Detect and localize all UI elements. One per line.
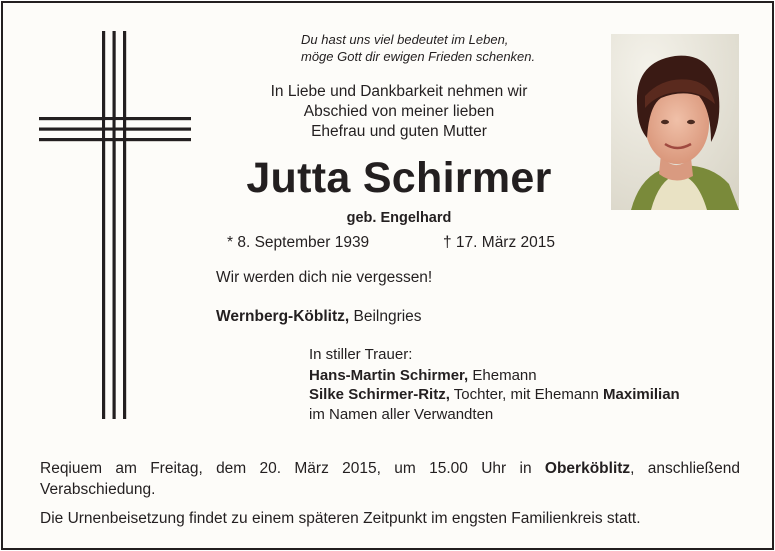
location-secondary: Beilngries [349, 308, 422, 325]
remembrance-line: Wir werden dich nie vergessen! [216, 269, 433, 286]
relatives-line: im Namen aller Verwandten [309, 405, 494, 423]
requiem-place: Oberköblitz [544, 460, 631, 477]
urn-burial-line: Die Urnenbeisetzung findet zu einem späteren Zeitpunkt im engsten Familienkreis statt. [40, 510, 641, 527]
mourner-row [309, 366, 680, 386]
intro-line: In Liebe und Dankbarkeit nehmen wir [270, 83, 528, 100]
intro-text [229, 82, 569, 142]
deceased-name: Jutta Schirmer [246, 154, 552, 202]
quote-line: Du hast uns viel bedeutet im Leben, [301, 32, 509, 47]
death-date: † 17. März 2015 [443, 234, 556, 251]
location-primary: Wernberg-Köblitz, [216, 308, 350, 325]
mourner-role: Ehemann [468, 366, 537, 384]
life-dates [227, 234, 577, 254]
intro-line: Ehefrau und guten Mutter [311, 123, 487, 140]
requiem-line: Reqiuem am Freitag, dem 20. März 2015, um 15.00 Uhr in Oberköblitz, anschließend [40, 460, 740, 477]
mourners-heading: In stiller Trauer: [309, 346, 413, 363]
cross-icon [39, 31, 191, 419]
mourners-block [309, 345, 680, 424]
farewell-line: Verabschiedung. [40, 481, 156, 498]
portrait-photo [611, 34, 739, 210]
mourner-name: Silke Schirmer-Ritz, [309, 386, 450, 403]
mourner-spouse: Maximilian [603, 386, 680, 403]
intro-line: Abschied von meiner lieben [303, 103, 495, 120]
quote-line: möge Gott dir ewigen Frieden schenken. [301, 49, 536, 64]
memorial-quote [301, 31, 601, 65]
mourner-row [309, 385, 680, 405]
birth-name: geb. Engelhard [346, 210, 452, 226]
footer-text [40, 458, 740, 529]
obituary-notice [1, 1, 774, 550]
location-line [216, 308, 422, 326]
mourner-role: Tochter, mit Ehemann [449, 386, 604, 403]
mourner-name: Hans-Martin Schirmer, [309, 366, 469, 384]
birth-date: * 8. September 1939 [227, 234, 370, 251]
